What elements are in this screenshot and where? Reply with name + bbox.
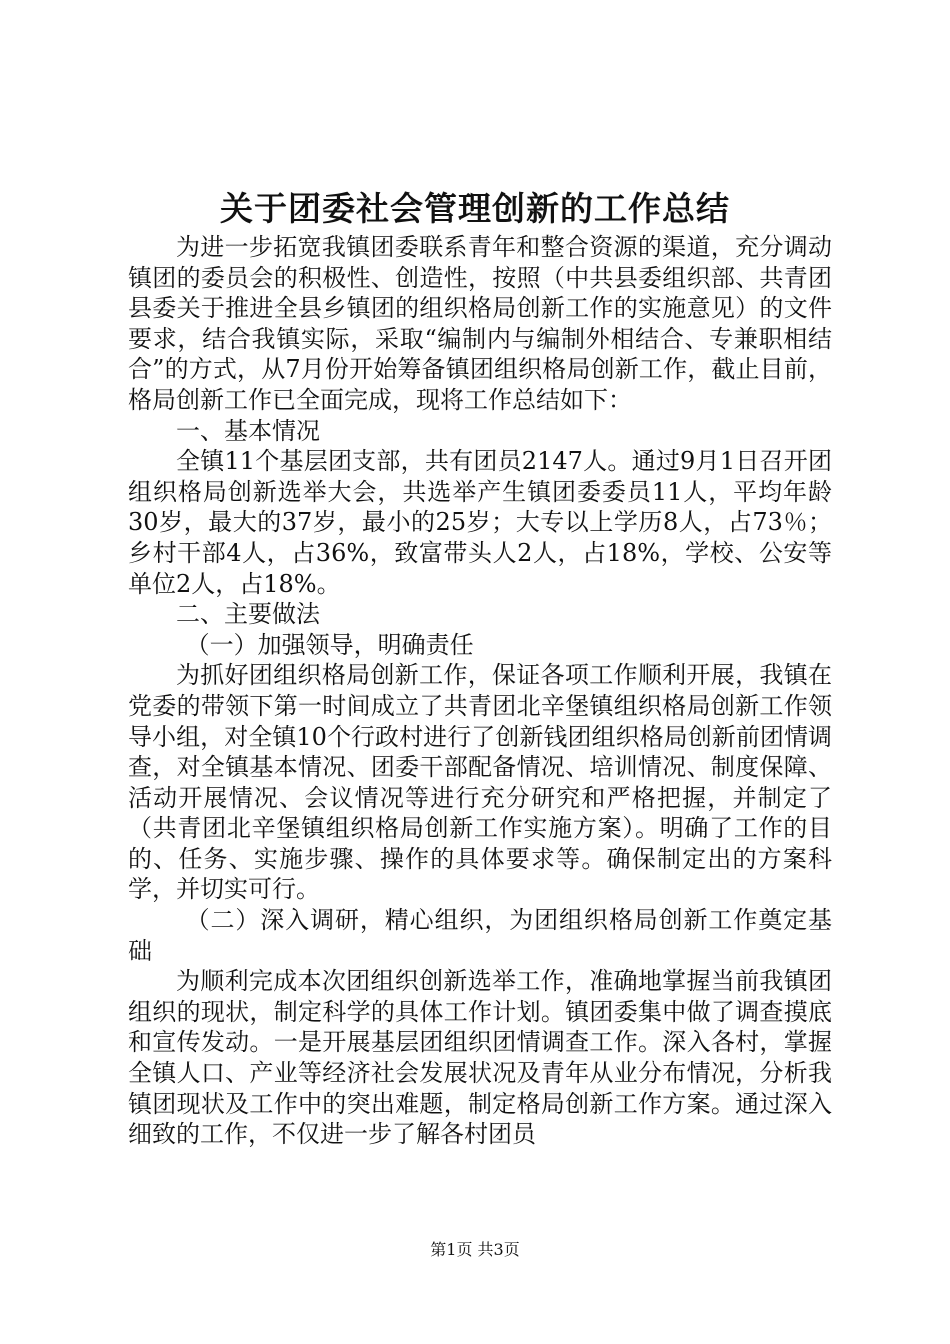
basic-situation-paragraph: 全镇11个基层团支部，共有团员2147人。通过9月1日召开团组织格局创新选举大会，共选举产生镇团委委员11人，平均年龄30岁，最大的37岁，最小的25岁；大专以上学历8人，占73％；乡村干部4人，占36%，致富带头人2人，占18%，学校、公安等单位2人，占18%。: [128, 447, 832, 598]
research-paragraph: 为顺利完成本次团组织创新选举工作，准确地掌握当前我镇团组织的现状，制定科学的具体工作计划。镇团委集中做了调查摸底和宣传发动。一是开展基层团组织团情调查工作。深入各村，掌握全镇人口、产业等经济社会发展状况及青年从业分布情况，分析我镇团现状及工作中的突出难题，制定格局创新工作方案。通过深入细致的工作，不仅进一步了解各村团员: [128, 967, 832, 1149]
document-title: 关于团委社会管理创新的工作总结: [220, 189, 730, 228]
intro-paragraph: 为进一步拓宽我镇团委联系青年和整合资源的渠道，充分调动镇团的委员会的积极性、创造性，按照（中共县委组织部、共青团县委关于推进全县乡镇团的组织格局创新工作的实施意见）的文件要求，结合我镇实际，采取“编制内与编制外相结合、专兼职相结合”的方式，从7月份开始筹备镇团组织格局创新工作，截止目前，格局创新工作已全面完成，现将工作总结如下：: [128, 233, 832, 414]
leadership-paragraph: 为抓好团组织格局创新工作，保证各项工作顺利开展，我镇在党委的带领下第一时间成立了共青团北辛堡镇组织格局创新工作领导小组，对全镇10个行政村进行了创新钱团组织格局创新前团情调查，对全镇基本情况、团委干部配备情况、培训情况、制度保障、活动开展情况、会议情况等进行充分研究和严格把握，并制定了（共青团北辛堡镇组织格局创新工作实施方案）。明确了工作的目的、任务、实施步骤、操作的具体要求等。确保制定出的方案科学，并切实可行。: [128, 661, 832, 904]
page-footer: 第1页 共3页: [430, 1240, 520, 1259]
section-heading-basic-situation: 一、基本情况: [176, 416, 320, 445]
document-body: [128, 232, 832, 1150]
subsection-heading-research: （二）深入调研，精心组织，为团组织格局创新工作奠定基础: [128, 906, 832, 965]
subsection-heading-leadership: （一）加强领导，明确责任: [185, 630, 474, 659]
section-heading-main-practices: 二、主要做法: [176, 600, 320, 629]
